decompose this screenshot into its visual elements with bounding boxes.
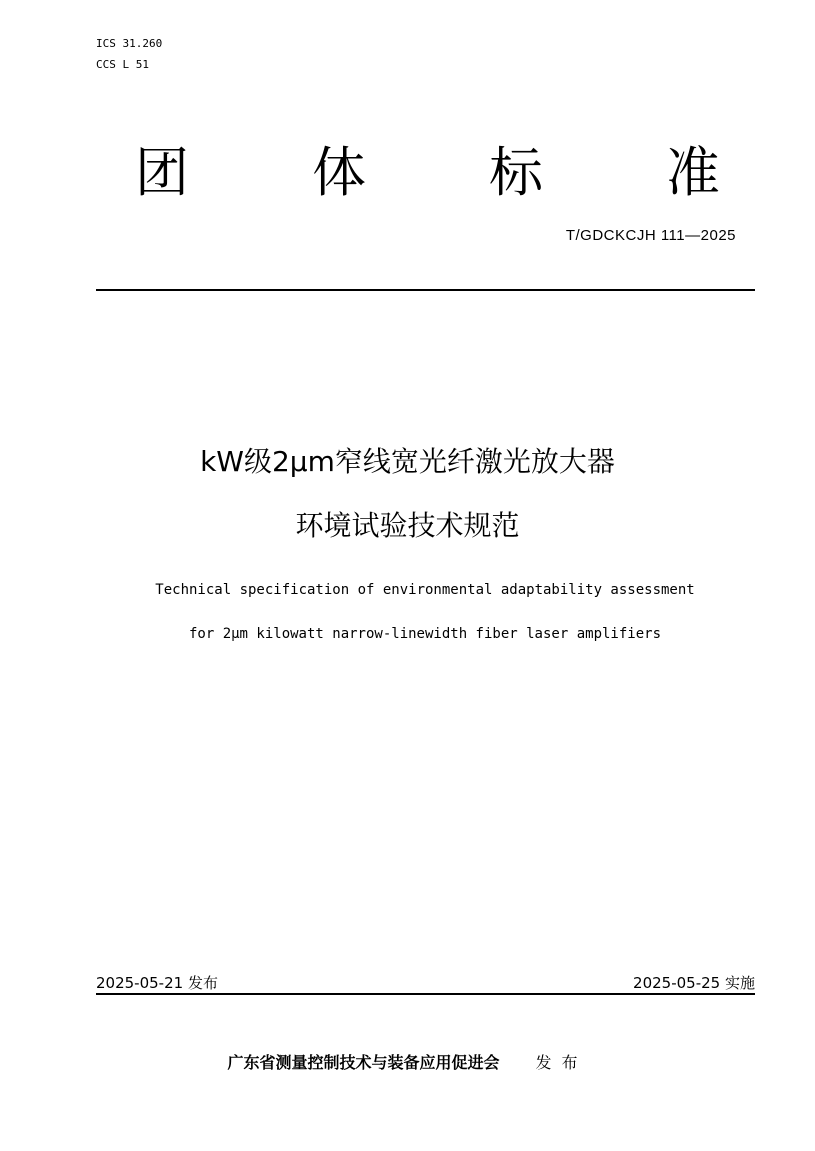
title-chinese-line-1: kW级2μm窄线宽光纤激光放大器 bbox=[200, 445, 615, 478]
ccs-code: CCS L 51 bbox=[96, 58, 149, 71]
publisher-name: 广东省测量控制技术与装备应用促进会 bbox=[227, 1053, 500, 1072]
doc-type-char: 团 bbox=[135, 141, 189, 204]
document-type-heading bbox=[135, 138, 720, 208]
publisher-action: 发布 bbox=[535, 1053, 588, 1072]
doc-type-char: 准 bbox=[666, 141, 720, 204]
bottom-divider bbox=[96, 993, 755, 995]
doc-type-char: 标 bbox=[489, 141, 543, 204]
standard-number: T/GDCKCJH 111—2025 bbox=[565, 227, 736, 244]
top-divider bbox=[96, 289, 755, 291]
publish-date: 2025-05-21 发布 bbox=[96, 974, 218, 992]
title-english-line-2: for 2μm kilowatt narrow-linewidth fiber laser amplifiers bbox=[188, 626, 661, 642]
ics-code: ICS 31.260 bbox=[96, 37, 163, 50]
doc-type-char: 体 bbox=[312, 141, 366, 204]
implement-date: 2025-05-25 实施 bbox=[633, 974, 755, 992]
title-english-line-1: Technical specification of environmental adaptability assessment bbox=[155, 582, 695, 598]
title-chinese-line-2: 环境试验技术规范 bbox=[295, 509, 520, 542]
publisher-line bbox=[0, 1052, 815, 1074]
